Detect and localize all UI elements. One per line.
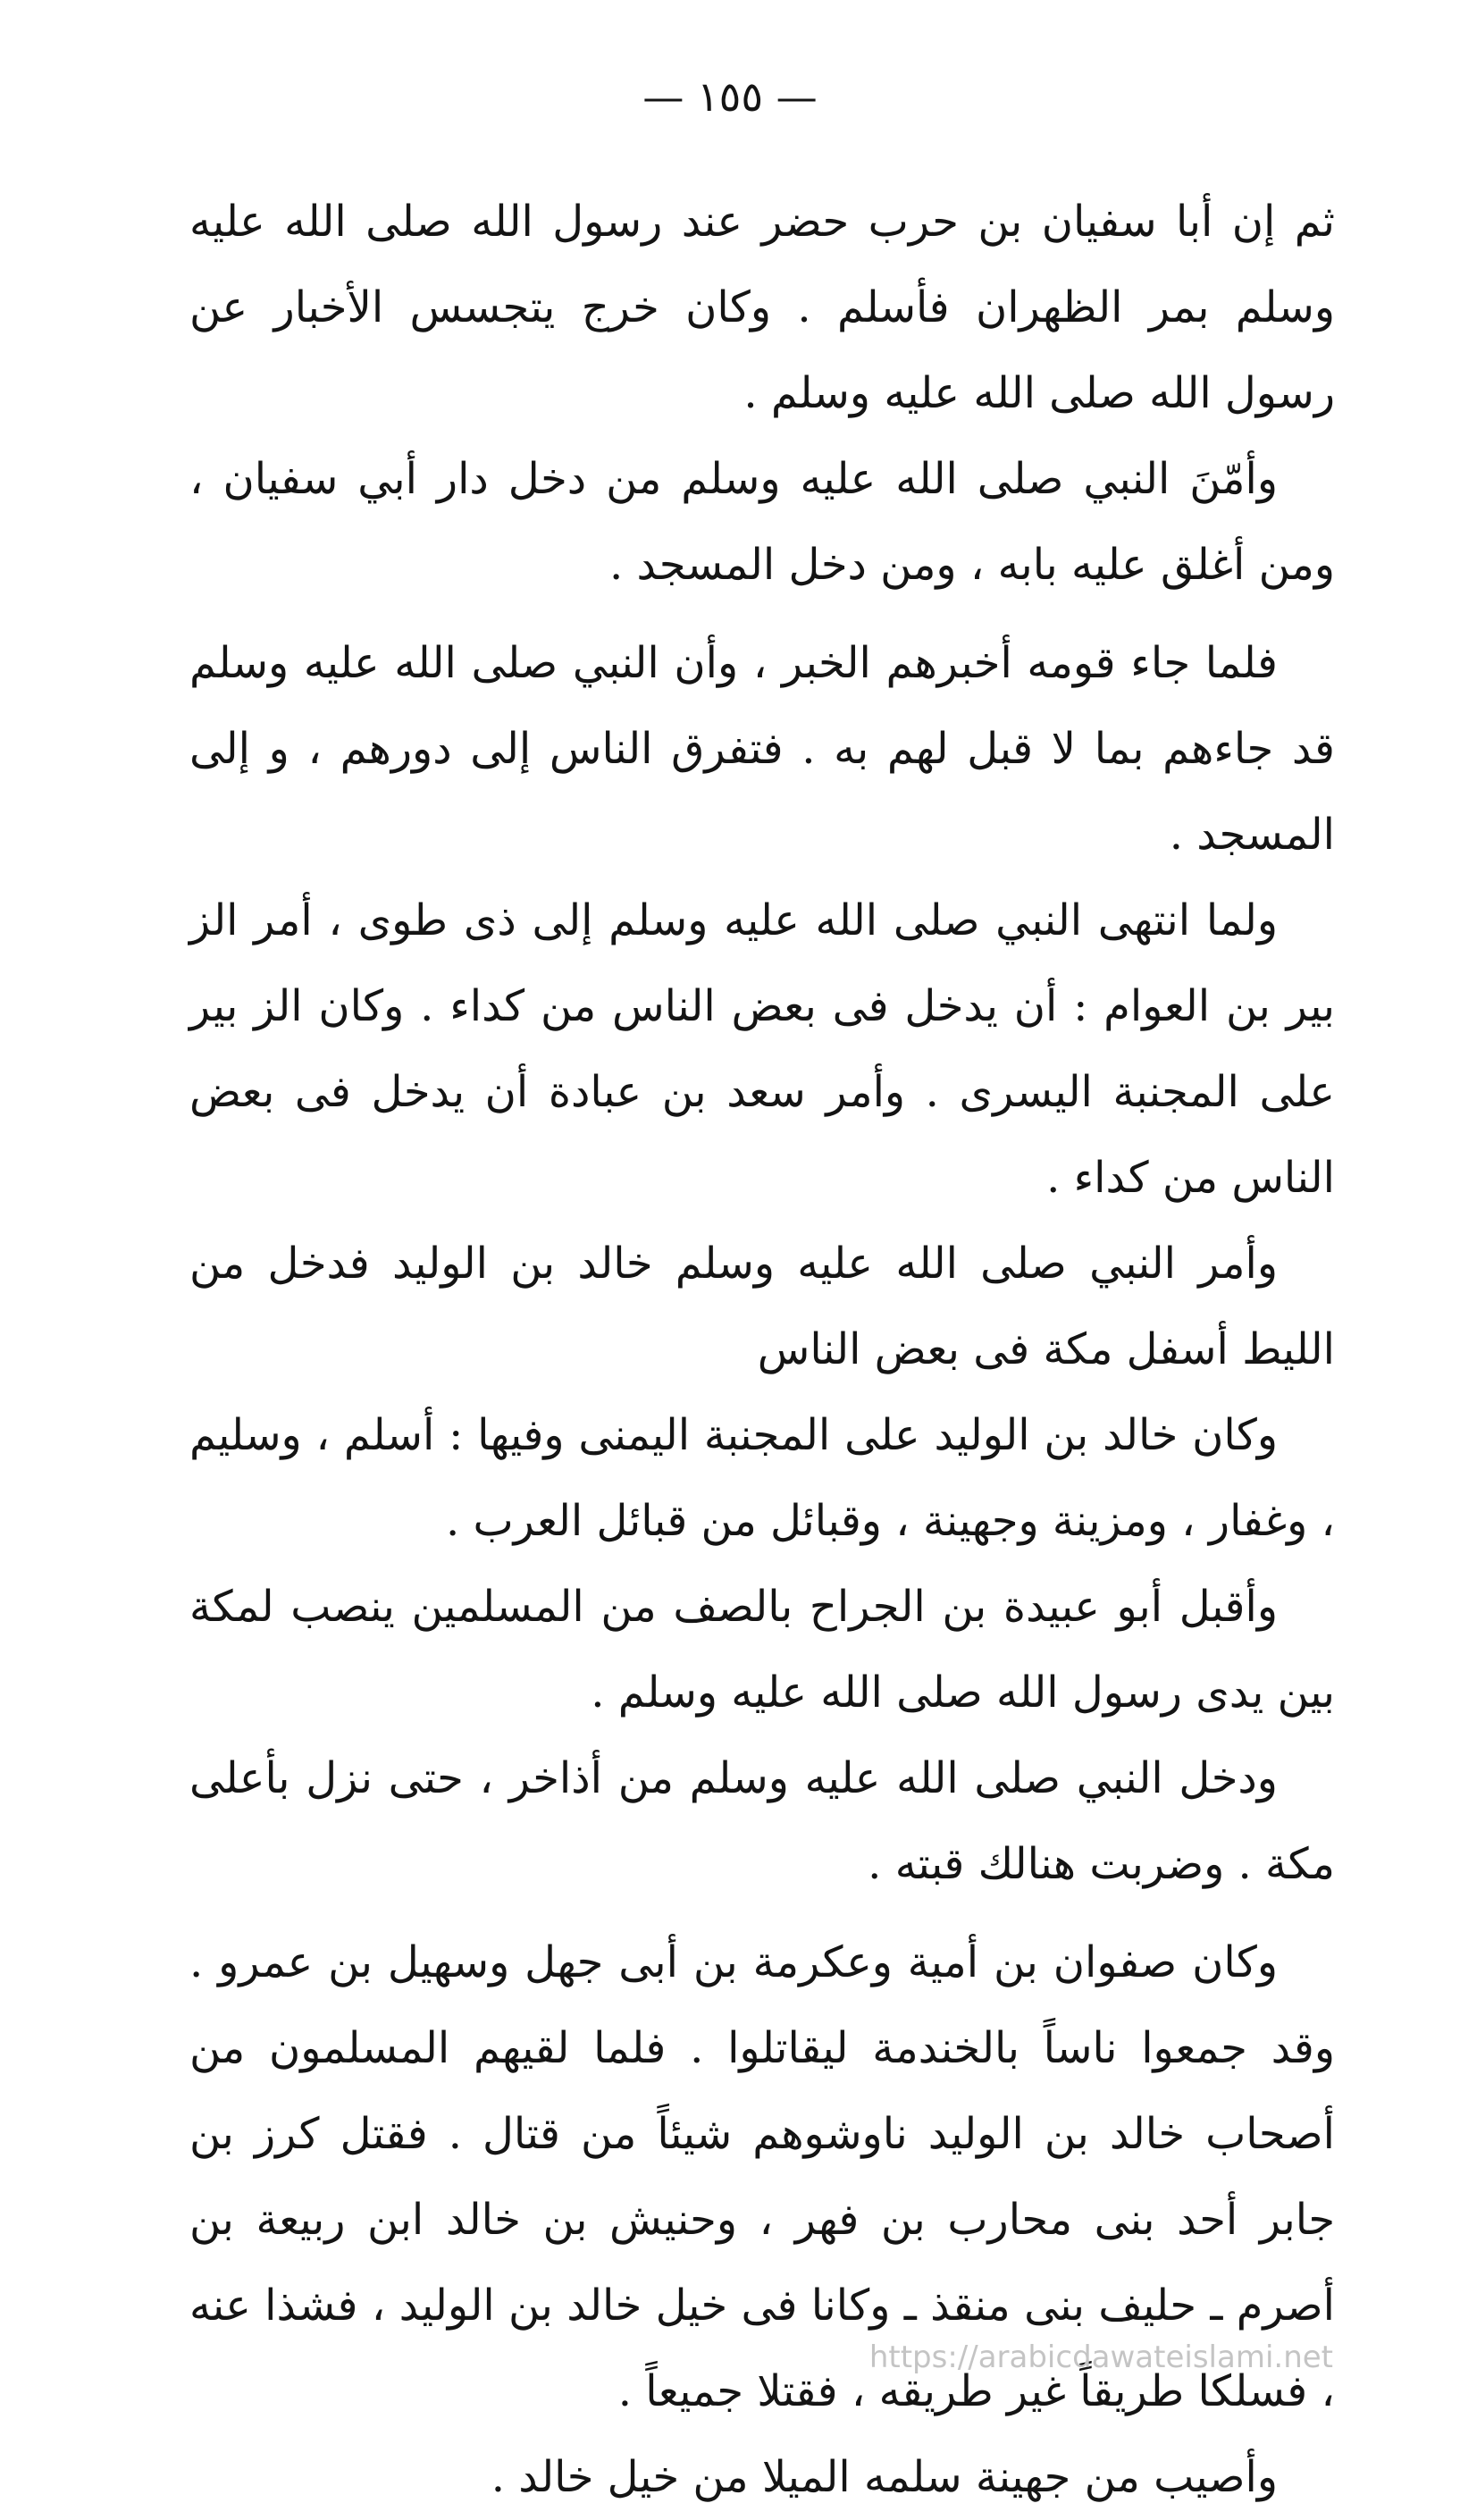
paragraph-khalid-entry: وأمر النبي صلى الله عليه وسلم خالد بن الوليد فدخل من الليط أسفل مكة فى بعض الناس [189,1239,1335,1374]
page-number: — ١٥٥ — [642,72,818,121]
paragraph-abu-sufyan: ثم إن أبا سفيان بن حرب حضر عند رسول الله صلى الله عليه وسلم بمر الظهران فأسلم . وكان خرج يتجسس الأخبار عن رسول الله صلى الله عليه وسلم . [189,197,1335,418]
paragraph-people-disperse: فلما جاء قومه أخبرهم الخبر ، وأن النبي صلى الله عليه وسلم قد جاءهم بما لا قبل لهم به . فتفرق الناس إلى دورهم ، و إلى المسجد . [189,638,1335,860]
paragraph-right-wing: وكان خالد بن الوليد على المجنبة اليمنى وفيها : أسلم ، وسليم ، وغفار ، ومزينة وجهينة ، وقبائل من قبائل العرب . [189,1410,1335,1546]
paragraph-juhayna: وأصيب من جهينة سلمه الميلا من خيل خالد . [491,2452,1278,2502]
paragraph-abu-ubaida: وأقبل أبو عبيدة بن الجراح بالصف من المسلمين ينصب لمكة بين يدى رسول الله صلى الله عليه وسلم . [189,1582,1335,1718]
paragraph-dhi-tuwa: ولما انتهى النبي صلى الله عليه وسلم إلى ذى طوى ، أمر الز بير بن العوام : أن يدخل فى بعض الناس من كداء . وكان الز بير على المجنبة اليسرى . وأمر سعد بن عبادة أن يدخل فى بعض الناس من كداء . [189,895,1335,1203]
paragraph-prophet-enters: ودخل النبي صلى الله عليه وسلم من أذاخر ، حتى نزل بأعلى مكة . وضربت هنالك قبته . [189,1753,1335,1889]
paragraph-amnesty: وأمّنَ النبي صلى الله عليه وسلم من دخل دار أبي سفيان ، ومن أغلق عليه بابه ، ومن دخل المسجد . [189,454,1335,590]
paragraph-khandama: وكان صفوان بن أمية وعكرمة بن أبى جهل وسهيل بن عمرو . وقد جمعوا ناساً بالخندمة ليقاتلوا . فلما لقيهم المسلمون من أصحاب خالد بن الوليد ناوشوهم شيئاً من قتال . فقتل كرز بن جابر أحد بنى محارب بن فهر ، وحنيش بن خالد ابن ربيعة بن أصرم ـ حليف بنى منقذ ـ وكانا فى خيل خالد بن الوليد ، فشذا عنه ، فسلكا طريقاً غير طريقه ، فقتلا جميعاً . [189,1937,1335,2416]
text-body [189,179,1335,2520]
website-watermark: https://arabicdawateislami.net [868,2339,1333,2375]
